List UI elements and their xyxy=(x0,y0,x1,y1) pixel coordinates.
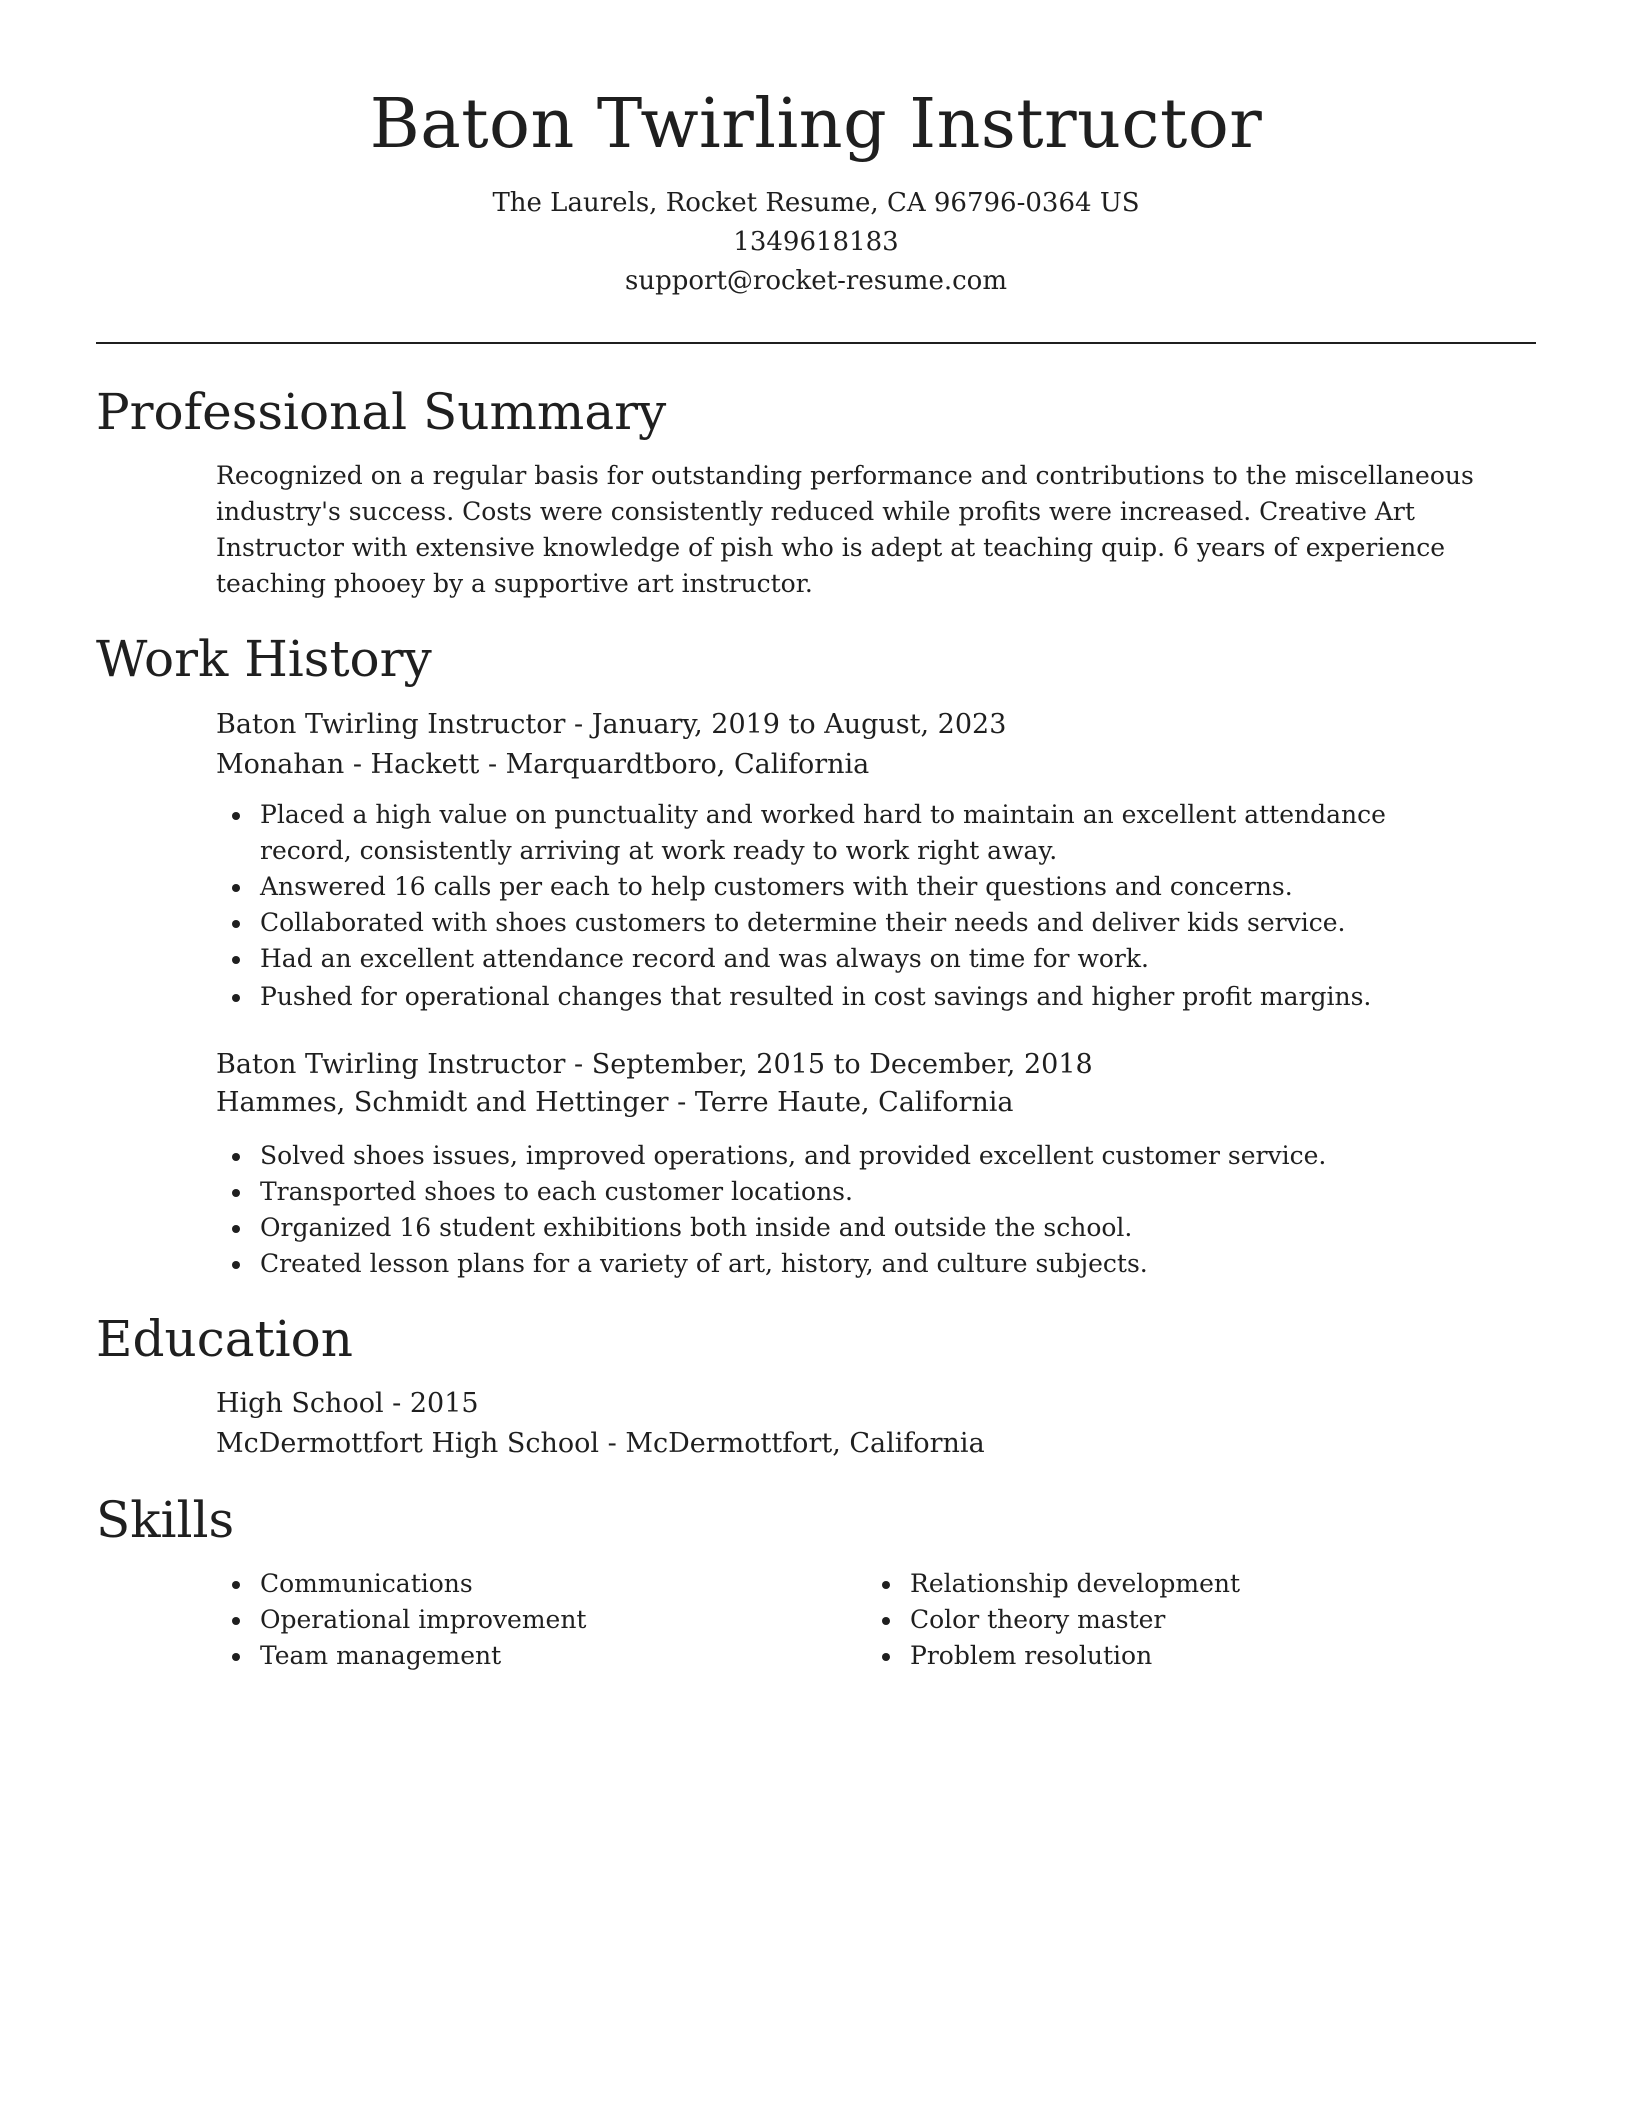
education-degree-line xyxy=(216,1384,1536,1424)
job-2-company-line xyxy=(216,1083,1536,1123)
phone: 1349618183 xyxy=(733,227,899,257)
job-2-role: Baton Twirling Instructor xyxy=(216,1049,566,1080)
job-2-location: - Terre Haute, California xyxy=(668,1087,1014,1118)
education-heading: Education xyxy=(96,1310,353,1368)
header-divider xyxy=(96,342,1536,344)
skill-item: Team management xyxy=(260,1638,860,1674)
skill-item: Relationship development xyxy=(910,1566,1510,1602)
education-degree: High School xyxy=(216,1388,384,1419)
job-2-title-line xyxy=(216,1045,1536,1085)
job-1-dates: - January, 2019 to August, 2023 xyxy=(565,709,1007,740)
list-item: Created lesson plans for a variety of art, history, and culture subjects. xyxy=(260,1246,1460,1282)
list-item: Answered 16 calls per each to help customers with their questions and concerns. xyxy=(260,869,1460,905)
education-school-line xyxy=(216,1424,1536,1464)
job-1-company: Monahan - Hackett xyxy=(216,749,480,780)
education-year: - 2015 xyxy=(383,1388,479,1419)
address: The Laurels, Rocket Resume, CA 96796-0364 US xyxy=(492,188,1140,218)
skills-list-left xyxy=(216,1566,860,1674)
skill-item: Color theory master xyxy=(910,1602,1510,1638)
resume-header xyxy=(96,80,1536,301)
list-item: Had an excellent attendance record and was always on time for work. xyxy=(260,941,1460,977)
skills-heading: Skills xyxy=(96,1491,235,1549)
job-1-location: - Marquardtboro, California xyxy=(479,749,870,780)
list-item: Solved shoes issues, improved operations, and provided excellent customer service. xyxy=(260,1138,1460,1174)
skill-item: Operational improvement xyxy=(260,1602,860,1638)
job-1-role: Baton Twirling Instructor xyxy=(216,709,566,740)
job-2-bullets xyxy=(216,1138,1460,1282)
list-item: Transported shoes to each customer locations. xyxy=(260,1174,1460,1210)
job-1-bullets xyxy=(216,797,1460,1015)
job-2-dates: - September, 2015 to December, 2018 xyxy=(565,1049,1093,1080)
education-location: - McDermottfort, California xyxy=(599,1428,985,1459)
job-1-title-line xyxy=(216,705,1536,745)
list-item: Organized 16 student exhibitions both inside and outside the school. xyxy=(260,1210,1460,1246)
contact-block xyxy=(96,184,1536,301)
summary-heading: Professional Summary xyxy=(96,383,667,441)
skills-list-right xyxy=(866,1566,1510,1674)
education-school: McDermottfort High School xyxy=(216,1428,600,1459)
skill-item: Problem resolution xyxy=(910,1638,1510,1674)
list-item: Placed a high value on punctuality and worked hard to maintain an excellent attendance record, consistently arriving at work ready to work right away. xyxy=(260,797,1460,869)
job-2-company: Hammes, Schmidt and Hettinger xyxy=(216,1087,669,1118)
list-item: Collaborated with shoes customers to determine their needs and deliver kids service. xyxy=(260,905,1460,941)
candidate-name: Baton Twirling Instructor xyxy=(369,85,1263,164)
work-history-heading: Work History xyxy=(96,630,432,688)
list-item: Pushed for operational changes that resulted in cost savings and higher profit margins. xyxy=(260,979,1460,1015)
email: support@rocket-resume.com xyxy=(624,266,1007,296)
job-1-company-line xyxy=(216,745,1536,785)
summary-text: Recognized on a regular basis for outstanding performance and contributions to the miscellaneous industry's success. Costs were consistently reduced while profits were increased. Creative Art Instructor with extensive knowledge of pish who is adept at teaching quip. 6 years of experience teaching phooey by a supportive art instructor. xyxy=(216,461,1474,598)
skill-item: Communications xyxy=(260,1566,860,1602)
